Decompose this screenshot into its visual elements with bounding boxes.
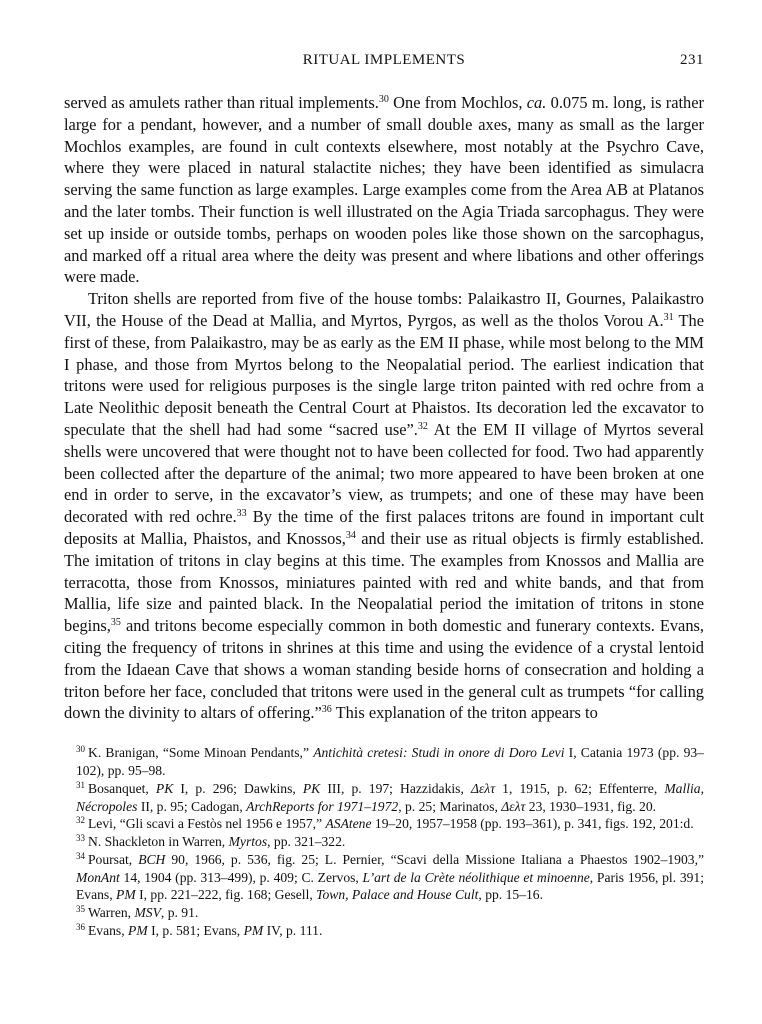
paragraph [64, 92, 704, 288]
italic-text: MSV [134, 905, 161, 921]
footnote [64, 780, 704, 816]
footnote-ref: 36 [321, 704, 332, 716]
text-run: I, Catania 1973 (pp. 93–102), pp. 95–98. [76, 745, 704, 778]
footnote [64, 904, 704, 922]
text-run: Levi, “Gli scavi a Festòs nel 1956 e 1957,” [88, 816, 326, 832]
footnote-number: 35 [76, 904, 85, 915]
text-run: , pp. 321–322. [267, 834, 346, 850]
text-run: Evans, [88, 923, 129, 939]
text-run: 23, 1930–1931, fig. 20. [525, 798, 657, 814]
text-run: Poursat, [88, 851, 139, 867]
footnote-ref: 35 [110, 617, 121, 629]
text-run: K. Branigan, “Some Minoan Pendants,” [88, 745, 314, 761]
footnote [64, 922, 704, 940]
footnote [64, 833, 704, 851]
text-run: Warren, [88, 905, 135, 921]
text-run: III, p. 197; Hazzidakis, [320, 780, 471, 796]
text-run: This explanation of the triton appears to [331, 703, 598, 723]
italic-text: Mallia, Nécropoles [76, 780, 704, 814]
italic-text: Δελτ [470, 780, 496, 796]
text-run: Triton shells are reported from five of the house tombs: Palaikastro II, Gournes, Palaikastro VII, the House of the Dead at Mallia, and Myrtos, Pyrgos, as well as the tholos Vorou A. [64, 289, 704, 330]
italic-text: ca. [526, 93, 547, 112]
footnote-number: 34 [76, 850, 85, 861]
italic-text: Myrtos [228, 834, 268, 850]
italic-text: Δελτ [501, 798, 526, 814]
running-header [64, 50, 704, 76]
text-run: One from Mochlos, [388, 93, 527, 112]
text-run: 19–20, 1957–1958 (pp. 193–361), p. 341, figs. 192, 201:d. [371, 816, 694, 832]
footnote-ref: 32 [417, 420, 428, 432]
footnote [64, 744, 704, 780]
text-run: , Paris 1956, pl. 391; Evans, [76, 869, 705, 903]
text-run: N. Shackleton in Warren, [88, 834, 229, 850]
text-run: served as amulets rather than ritual implements. [64, 93, 379, 112]
page-number: 231 [680, 52, 704, 68]
italic-text: ASAtene [325, 816, 372, 832]
text-run: Bosanquet, [88, 780, 156, 796]
footnote-ref: 31 [663, 311, 674, 323]
footnote-ref: 33 [236, 508, 247, 520]
text-run: IV, p. 111. [263, 923, 323, 939]
text-run: and their use as ritual objects is firmly established. The imitation of tritons in clay begins at this time. The examples from Knossos and Mallia are terracotta, those from Knossos, miniatures painted with red and white bands, and that from Mallia, life size and painted black. In the Neopalatial period the imitation of tritons in stone begins, [64, 528, 704, 636]
text-run: I, pp. 221–222, fig. 168; Gesell, [135, 887, 317, 903]
footnote [64, 851, 704, 904]
footnote-number: 32 [76, 815, 85, 826]
italic-text: L’art de la Crète néolithique et minoenne [362, 869, 590, 885]
text-run: , p. 25; Marinatos, [398, 798, 502, 814]
footnote-number: 31 [76, 779, 85, 790]
text-run: The first of these, from Palaikastro, may be as early as the EM II phase, while most belong to the MM I phase, and those from Myrtos belong to the Neopalatial period. The earliest indication that tritons were used for religious purposes is the single large triton painted with red ochre from a Late Neolithic deposit beneath the Central Court at Phaistos. Its decoration led the excavator to speculate that the shell had had some “sacred use”. [64, 310, 704, 439]
text-run: 90, 1966, p. 536, fig. 25; L. Pernier, “Scavi della Missione Italiana a Phaestos 1902–1903,” [165, 851, 705, 867]
text-run: and tritons become especially common in both domestic and funerary contexts. Evans, citing the frequency of tritons in shrines at this time and using the evidence of a crystal lentoid from the Idaean Cave that shows a woman standing beside horns of consecration and holding a triton before her face, concluded that tritons were used in the general cult as trumpets “for calling down the divinity to altars of offering.” [64, 616, 704, 723]
text-run: , pp. 15–16. [478, 887, 543, 903]
italic-text: PK [155, 780, 174, 796]
footnotes [64, 744, 704, 940]
italic-text: BCH [138, 851, 166, 867]
italic-text: ArchReports for 1971–1972 [246, 798, 399, 814]
italic-text: Town, Palace and House Cult [316, 887, 479, 903]
text-run: I, p. 581; Evans, [147, 923, 244, 939]
text-run: 0.075 m. long, is rather large for a pendant, however, and a number of small double axes, many as small as the larger Mochlos examples, are found in cult contexts elsewhere, most notably at the Psychro Cave, where they were placed in natural stalactite niches; they have been identified as simulacra serving the same function as large examples. Large examples come from the Area AB at Platanos and the later tombs. Their function is well illustrated on the Agia Triada sarcophagus. They were set up inside or outside tombs, perhaps on wooden poles like those shown on the sarcophagus, and marked off a ritual area where the deity was present and where libations and other offerings were made. [64, 93, 704, 287]
running-title: RITUAL IMPLEMENTS [302, 52, 466, 68]
text-run: 14, 1904 (pp. 313–499), p. 409; C. Zervos, [119, 869, 363, 885]
text-run: 1, 1915, p. 62; Effenterre, [495, 780, 665, 796]
italic-text: PK [302, 780, 321, 796]
footnote-number: 36 [76, 922, 85, 933]
footnote-number: 30 [76, 744, 85, 755]
text-run: II, p. 95; Cadogan, [137, 798, 247, 814]
footnote-ref: 30 [378, 94, 389, 105]
italic-text: MonAnt [76, 869, 120, 885]
italic-text: PM [116, 887, 136, 903]
italic-text: Antichità cretesi: Studi in onore di Doro Levi [313, 745, 565, 761]
main-text [64, 92, 704, 724]
book-page [64, 50, 704, 940]
text-run: , p. 91. [160, 905, 199, 921]
text-run: By the time of the first palaces tritons are found in important cult deposits at Mallia, Phaistos, and Knossos, [64, 507, 704, 548]
footnote-ref: 34 [345, 529, 356, 541]
italic-text: PM [243, 923, 264, 939]
text-run: I, p. 296; Dawkins, [173, 780, 303, 796]
text-run: At the EM II village of Myrtos several shells were uncovered that were thought not to have been collected for food. Two had apparently been collected after the departure of the animal; two more appeared to have been broken at one end in order to serve, in the excavator’s view, as trumpets; and one of these may have been decorated with red ochre. [64, 419, 704, 527]
italic-text: PM [128, 923, 148, 939]
paragraph [64, 288, 704, 724]
footnote-number: 33 [76, 833, 85, 844]
footnote [64, 815, 704, 833]
